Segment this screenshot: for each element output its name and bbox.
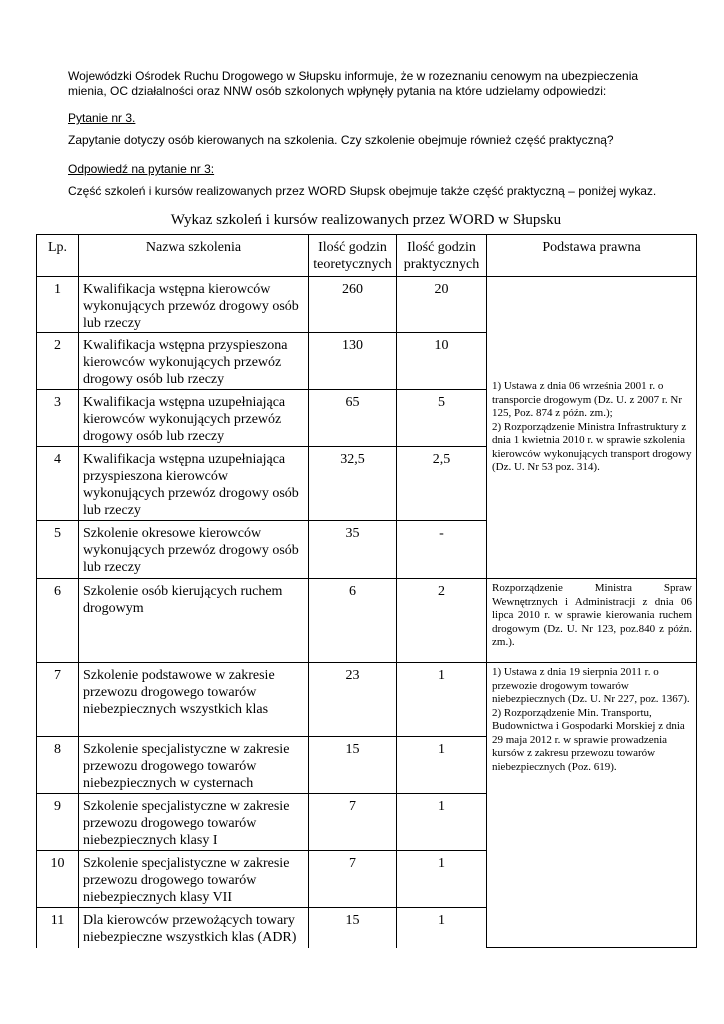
- cell-theory: 32,5: [309, 447, 397, 521]
- header-theory-hours: Ilość godzin teoretycznych: [309, 235, 397, 277]
- intro-paragraph: Wojewódzki Ośrodek Ruchu Drogowego w Słupsku informuje, że w rozeznaniu cenowym na ubezpieczenia mienia, OC działalności oraz NNW osób szkolonych wpłynęły pytania na które udzielamy odpowiedzi:: [68, 69, 639, 98]
- header-lp: Lp.: [37, 235, 79, 277]
- cell-practice: 1: [397, 737, 487, 794]
- legal-basis-line: 1) Ustawa z dnia 19 sierpnia 2011 r. o przewozie drogowym towarów niebezpiecznych (Dz. U. Nr 227, poz. 1367).: [492, 666, 690, 705]
- cell-theory: 130: [309, 333, 397, 390]
- cell-practice: 1: [397, 794, 487, 851]
- cell-theory: 23: [309, 663, 397, 737]
- cell-practice: 5: [397, 390, 487, 447]
- cell-name: Szkolenie podstawowe w zakresie przewozu drogowego towarów niebezpiecznych wszystkich klas: [79, 663, 309, 737]
- cell-name: Szkolenie okresowe kierowców wykonujących przewóz drogowy osób lub rzeczy: [79, 521, 309, 579]
- cell-name: Szkolenie specjalistyczne w zakresie przewozu drogowego towarów niebezpiecznych w cysternach: [79, 737, 309, 794]
- legal-basis-line: 2) Rozporządzenie Min. Transportu, Budownictwa i Gospodarki Morskiej z dnia 29 maja 2012 r. w sprawie prowadzenia kursów z zakresu przewozu towarów niebezpiecznych (Poz. 619).: [492, 706, 685, 773]
- cell-lp: 6: [37, 579, 79, 663]
- question-text: Zapytanie dotyczy osób kierowanych na szkolenia. Czy szkolenie obejmuje również część praktyczną?: [68, 133, 614, 147]
- cell-practice: 1: [397, 851, 487, 908]
- cell-practice: -: [397, 521, 487, 579]
- cell-theory: 260: [309, 277, 397, 333]
- table-title: Wykaz szkoleń i kursów realizowanych przez WORD w Słupsku: [170, 212, 562, 228]
- cell-practice: 2: [397, 579, 487, 663]
- cell-name: Szkolenie specjalistyczne w zakresie przewozu drogowego towarów niebezpiecznych klasy I: [79, 794, 309, 851]
- cell-lp: 1: [37, 277, 79, 333]
- table-row: [37, 579, 697, 663]
- question-heading: Pytanie nr 3.: [68, 111, 136, 125]
- cell-lp: 9: [37, 794, 79, 851]
- table-header-row: [37, 235, 697, 277]
- cell-name: Kwalifikacja wstępna kierowców wykonujących przewóz drogowy osób lub rzeczy: [79, 277, 309, 333]
- legal-basis-line: 1) Ustawa z dnia 06 września 2001 r. o transporcie drogowym (Dz. U. z 2007 r. Nr 125, Poz. 874 z późn. zm.);: [492, 380, 683, 420]
- cell-theory: 15: [309, 737, 397, 794]
- answer-text: Część szkoleń i kursów realizowanych przez WORD Słupsk obejmuje także część praktyczną – poniżej wykaz.: [68, 184, 657, 198]
- cell-lp: 8: [37, 737, 79, 794]
- cell-practice: 1: [397, 663, 487, 737]
- cell-theory: 7: [309, 851, 397, 908]
- cell-lp: 11: [37, 908, 79, 948]
- cell-theory: 15: [309, 908, 397, 948]
- cell-name: Kwalifikacja wstępna uzupełniająca kierowców wykonujących przewóz drogowy osób lub rzeczy: [79, 390, 309, 447]
- cell-name: Kwalifikacja wstępna uzupełniająca przyspieszona kierowców wykonujących przewóz drogowy osób lub rzeczy: [79, 447, 309, 521]
- cell-lp: 7: [37, 663, 79, 737]
- cell-lp: 10: [37, 851, 79, 908]
- cell-practice: 20: [397, 277, 487, 333]
- legal-basis-group-2: [487, 579, 697, 663]
- legal-basis-line: 2) Rozporządzenie Ministra Infrastruktury z dnia 1 kwietnia 2010 r. w sprawie szkolenia kierowców wykonujących transport drogowy (Dz. U. Nr 53 poz. 314).: [492, 420, 692, 474]
- cell-theory: 7: [309, 794, 397, 851]
- cell-theory: 6: [309, 579, 397, 663]
- cell-name: Kwalifikacja wstępna przyspieszona kierowców wykonujących przewóz drogowy osób lub rzeczy: [79, 333, 309, 390]
- answer-heading: Odpowiedź na pytanie nr 3:: [68, 162, 215, 176]
- cell-lp: 3: [37, 390, 79, 447]
- cell-theory: 65: [309, 390, 397, 447]
- header-name: Nazwa szkolenia: [79, 235, 309, 277]
- cell-theory: 35: [309, 521, 397, 579]
- cell-lp: 4: [37, 447, 79, 521]
- header-practice-hours: Ilość godzin praktycznych: [397, 235, 487, 277]
- header-legal-basis: Podstawa prawna: [487, 235, 697, 277]
- cell-name: Szkolenie specjalistyczne w zakresie przewozu drogowego towarów niebezpiecznych klasy VII: [79, 851, 309, 908]
- table-row: [37, 663, 697, 737]
- legal-basis-group-1: [487, 277, 697, 579]
- legal-basis-line: Rozporządzenie Ministra Spraw Wewnętrznych i Administracji z dnia 06 lipca 2010 r. w sprawie kierowania ruchem drogowym (Dz. U. Nr 123, poz.840 z późn. zm.).: [492, 582, 692, 648]
- cell-lp: 2: [37, 333, 79, 390]
- cell-lp: 5: [37, 521, 79, 579]
- cell-practice: 10: [397, 333, 487, 390]
- cell-practice: 2,5: [397, 447, 487, 521]
- training-table: [36, 234, 697, 948]
- table-row: [37, 277, 697, 333]
- legal-basis-group-3: [487, 663, 697, 948]
- cell-name: Dla kierowców przewożących towary niebezpieczne wszystkich klas (ADR): [79, 908, 309, 948]
- cell-practice: 1: [397, 908, 487, 948]
- cell-name: Szkolenie osób kierujących ruchem drogowym: [79, 579, 309, 663]
